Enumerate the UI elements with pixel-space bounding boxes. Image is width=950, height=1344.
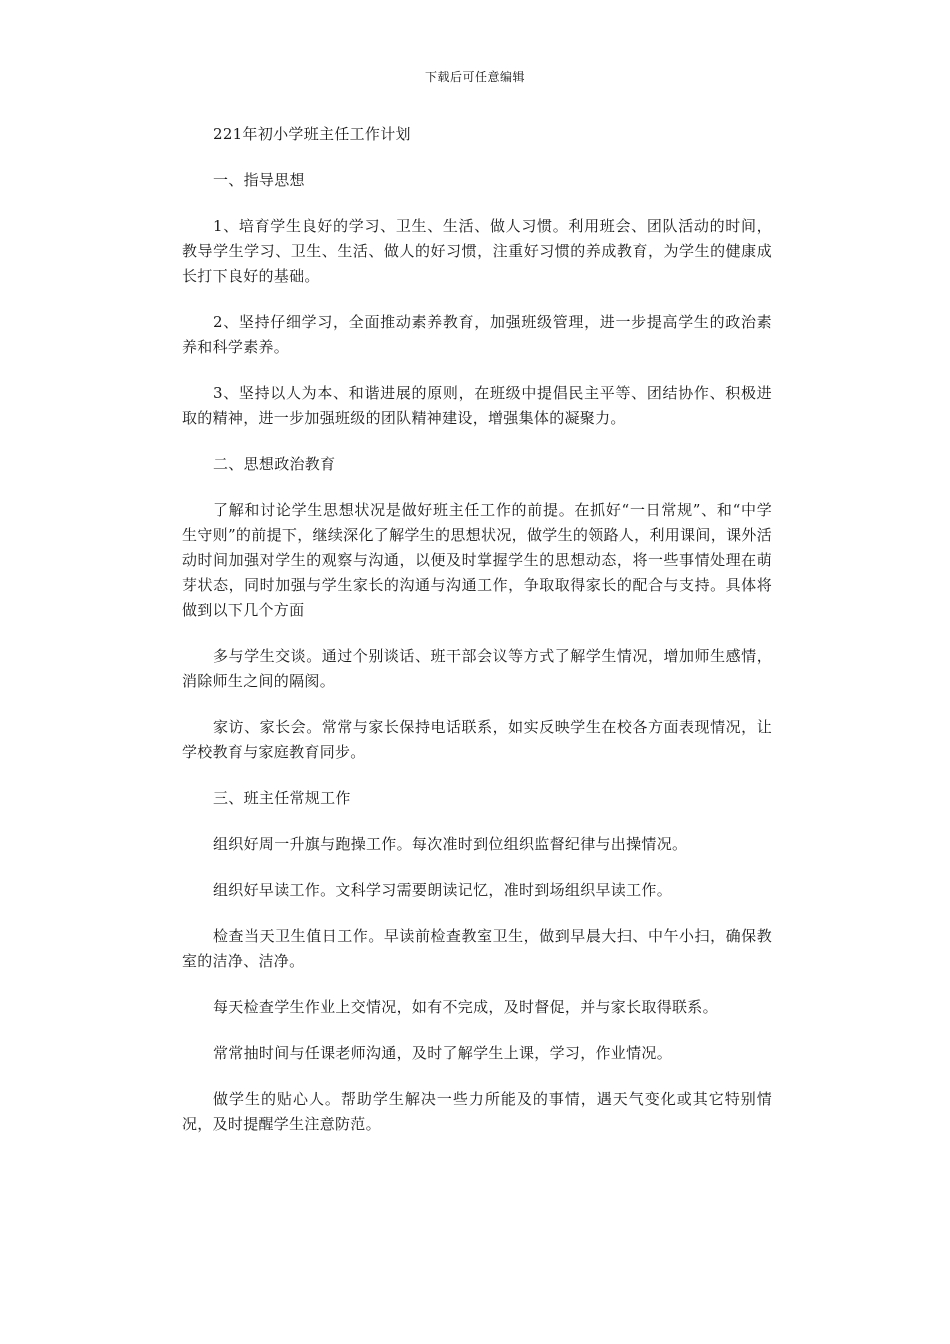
paragraph-12: 做学生的贴心人。帮助学生解决一些力所能及的事情，遇天气变化或其它特别情况，及时提醒学生注意防范。 [182,1090,772,1133]
section-heading-3: 三、班主任常规工作 [213,789,351,807]
header-note: 下载后可任意编辑 [424,70,525,84]
paragraph-4: 了解和讨论学生思想状况是做好班主任工作的前提。在抓好“一日常规”、和“中学生守则”的前提下，继续深化了解学生的思想状况，做学生的领路人，利用课间，课外活动时间加强对学生的观察与沟通，以便及时掌握学生的思想动态，将一些事情处理在萌芽状态，同时加强与学生家长的沟通与沟通工作，争取取得家长的配合与支持。具体将做到以下几个方面 [182,501,772,619]
paragraph-9: 检查当天卫生值日工作。早读前检查教室卫生，做到早晨大扫、中午小扫，确保教室的洁净、洁净。 [182,927,772,970]
paragraph-11: 常常抽时间与任课老师沟通，及时了解学生上课，学习，作业情况。 [213,1044,673,1062]
paragraph-8: 组织好早读工作。文科学习需要朗读记忆，准时到场组织早读工作。 [213,881,673,899]
paragraph-5: 多与学生交谈。通过个别谈话、班干部会议等方式了解学生情况，增加师生感情，消除师生之间的隔阂。 [182,647,772,690]
document-title: 221年初小学班主任工作计划 [213,125,411,143]
paragraph-10: 每天检查学生作业上交情况，如有不完成，及时督促，并与家长取得联系。 [213,998,718,1016]
paragraph-7: 组织好周一升旗与跑操工作。每次准时到位组织监督纪律与出操情况。 [213,835,688,853]
paragraph-1: 1、培育学生良好的学习、卫生、生活、做人习惯。利用班会、团队活动的时间，教导学生学习、卫生、生活、做人的好习惯，注重好习惯的养成教育，为学生的健康成长打下良好的基础。 [182,217,772,285]
section-heading-1: 一、指导思想 [213,171,305,189]
paragraph-6: 家访、家长会。常常与家长保持电话联系，如实反映学生在校各方面表现情况，让学校教育与家庭教育同步。 [182,718,772,761]
document-body [182,122,772,1158]
paragraph-2: 2、坚持仔细学习，全面推动素养教育，加强班级管理，进一步提高学生的政治素养和科学素养。 [182,313,772,356]
paragraph-3: 3、坚持以人为本、和谐进展的原则，在班级中提倡民主平等、团结协作、积极进取的精神，进一步加强班级的团队精神建设，增强集体的凝聚力。 [182,384,772,427]
section-heading-2: 二、思想政治教育 [213,455,336,473]
